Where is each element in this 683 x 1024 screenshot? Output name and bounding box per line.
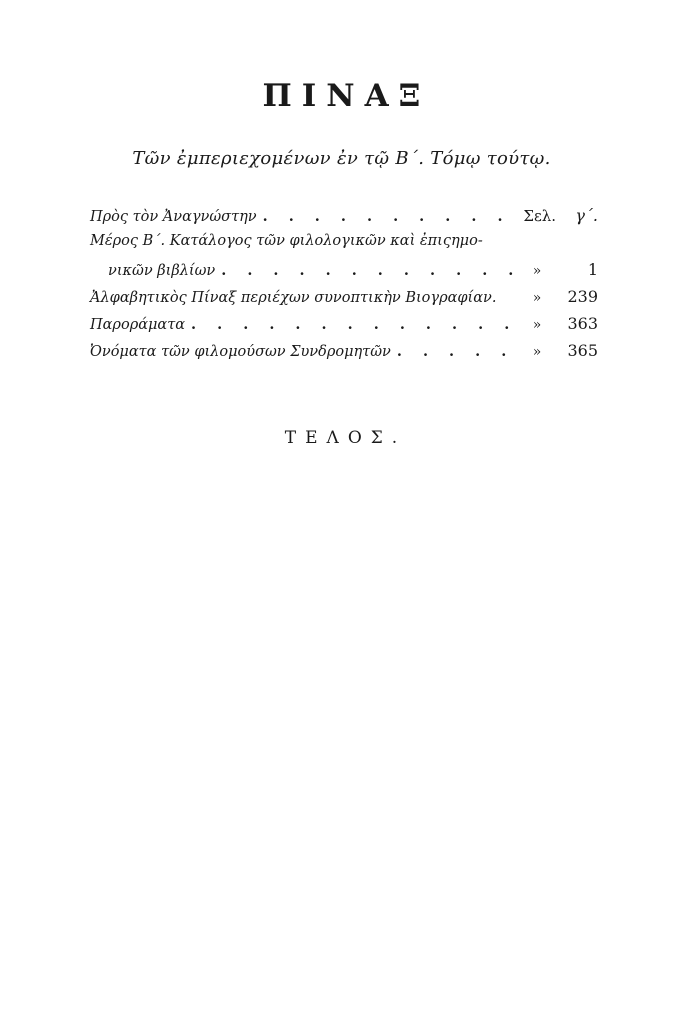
ditto-mark: » — [532, 317, 542, 333]
ditto-mark: » — [532, 344, 542, 360]
toc-entry-preface — [90, 206, 598, 233]
table-of-contents — [90, 206, 598, 368]
toc-entry-page: 239 — [567, 287, 598, 306]
toc-entry-label: Ὀνόματα τῶν φιλομούσων Συνδρομητῶν — [90, 344, 391, 360]
toc-entry-part-b-cont — [90, 260, 598, 287]
toc-entry-label: Ἀλφαβητικὸς Πίναξ περιέχων συνοπτικὴν Βιογραφίαν. — [90, 290, 497, 306]
toc-entry-page: 363 — [567, 314, 598, 333]
toc-entry-index — [90, 287, 598, 314]
leader-dots — [397, 343, 518, 360]
page-prefix: Σελ. — [523, 207, 556, 225]
toc-entry-label: Πρὸς τὸν Ἀναγνώστην — [90, 209, 257, 225]
ditto-mark: » — [532, 263, 542, 279]
toc-entry-label: νικῶν βιβλίων — [108, 263, 216, 279]
leader-dots — [221, 262, 518, 279]
page-title: ΠΙΝΑΞ — [262, 78, 431, 114]
toc-entry-label: Παροράματα — [90, 317, 186, 333]
ditto-mark: » — [532, 290, 542, 306]
toc-entry-label: Μέρος Β΄. Κατάλογος τῶν φιλολογικῶν καὶ ἐπιςημο- — [90, 233, 483, 249]
toc-entry-subscribers — [90, 341, 598, 368]
page-subtitle: Τῶν ἐμπεριεχομένων ἐν τῷ Β΄. Τόμῳ τούτῳ. — [132, 148, 551, 169]
end-mark: ΤΕΛΟΣ. — [284, 428, 407, 448]
toc-entry-page: 1 — [587, 260, 598, 279]
toc-entry-page: γ΄. — [575, 206, 598, 225]
toc-entry-page: 365 — [567, 341, 598, 360]
leader-dots — [191, 316, 518, 333]
leader-dots — [263, 208, 518, 225]
toc-entry-part-b — [90, 233, 598, 260]
toc-entry-errata — [90, 314, 598, 341]
